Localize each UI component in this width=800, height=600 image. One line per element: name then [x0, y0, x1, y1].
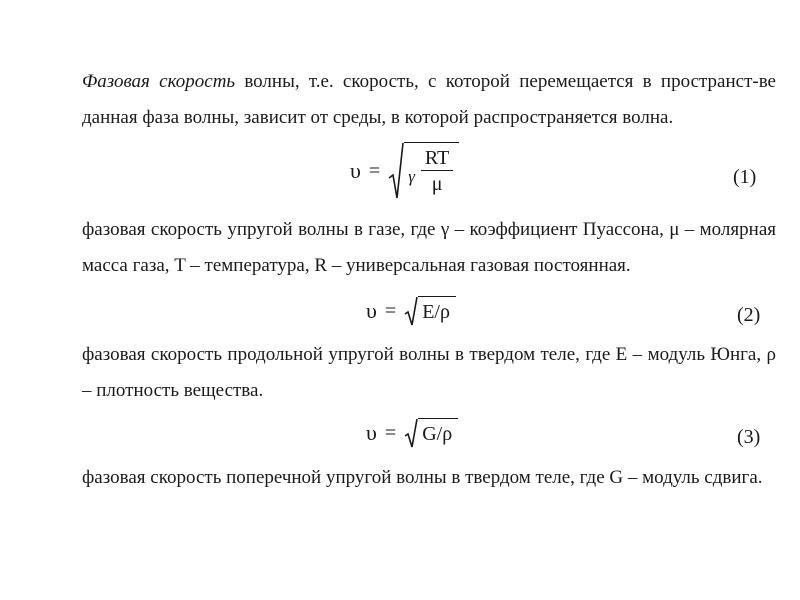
formula-1-equals: = [368, 159, 381, 182]
equation-number-3: (3) [737, 426, 761, 448]
formula-2 [366, 296, 456, 326]
formula-1 [350, 142, 459, 200]
paragraph-gas-wave: фазовая скорость упругой волны в газе, где γ – коэффициент Пуассона, μ – молярная масса газа, T – температура, R – универсальная газовая постоянная. [82, 219, 776, 276]
formula-1-numerator: RT [421, 148, 453, 171]
paragraph-longitudinal-wave: фазовая скорость продольной упругой волны в твердом теле, где Е – модуль Юнга, ρ – плотность вещества. [82, 344, 776, 401]
term-phase-velocity: Фазовая скорость [82, 71, 236, 92]
formula-3 [366, 418, 458, 448]
formula-1-gamma: γ [408, 166, 415, 186]
formula-1-lhs: υ [350, 158, 361, 183]
equation-number-2: (2) [737, 304, 761, 326]
paragraph-transverse-wave: фазовая скорость поперечной упругой волны в твердом теле, где G – модуль сдвига. [82, 467, 763, 488]
formula-3-sqrt [404, 418, 458, 448]
formula-1-sqrt [388, 142, 459, 200]
radical-sign-icon [388, 142, 404, 200]
paragraph-phase-velocity-definition [82, 64, 776, 136]
definition-text: волны, т.е. скорость, с которой перемещается в пространст-ве данная фаза волны, зависит от среды, в которой распространяется волна. [82, 71, 776, 128]
radical-sign-icon [404, 418, 418, 448]
formula-2-equals: = [384, 299, 397, 322]
formula-3-equals: = [384, 421, 397, 444]
formula-2-sqrt [404, 296, 456, 326]
formula-3-lhs: υ [366, 420, 377, 445]
formula-1-denominator: μ [431, 173, 443, 195]
formula-3-radicand: G/ρ [418, 418, 458, 448]
radical-sign-icon [404, 296, 418, 326]
equation-number-1: (1) [733, 166, 757, 188]
formula-2-radicand: E/ρ [418, 296, 456, 326]
formula-2-lhs: υ [366, 298, 377, 323]
formula-1-fraction [421, 148, 453, 195]
